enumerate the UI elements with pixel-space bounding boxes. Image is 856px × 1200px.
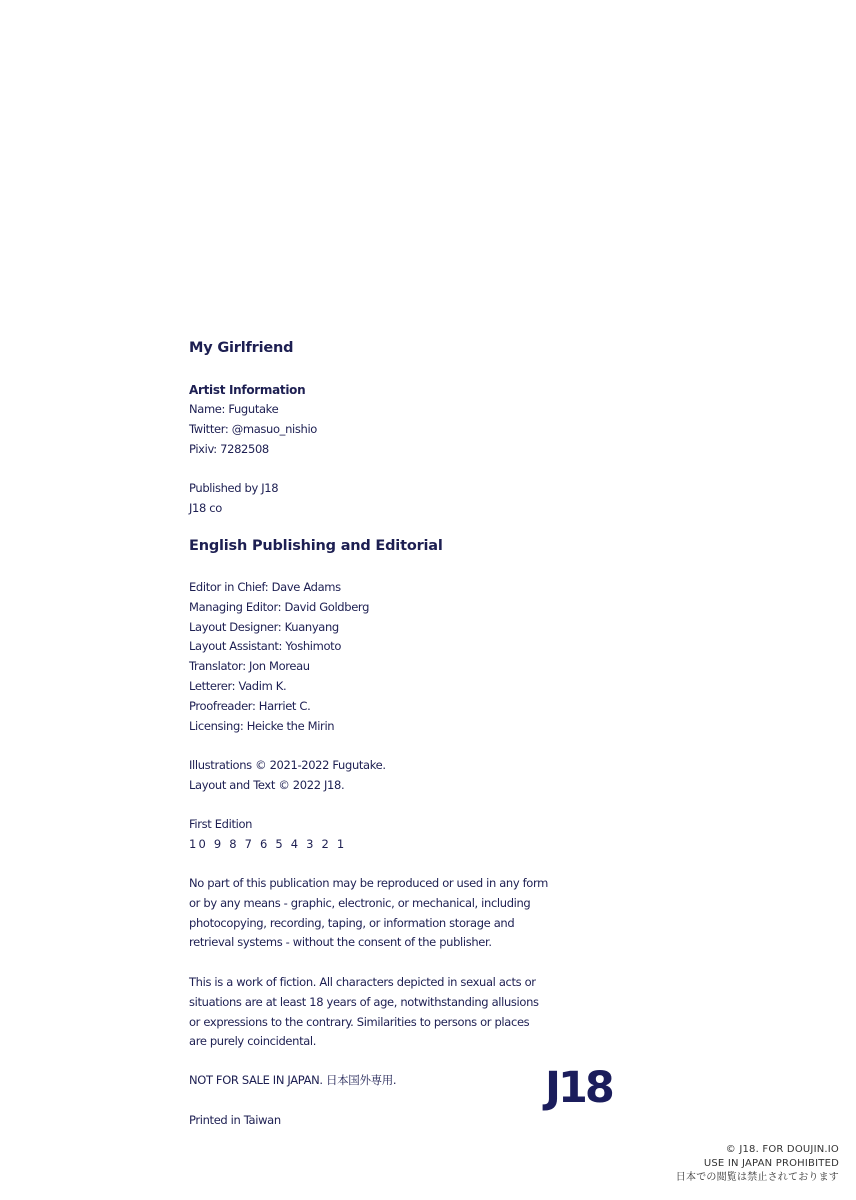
credit-line: Editor in Chief: Dave Adams [189, 580, 341, 594]
legal-line: retrieval systems - without the consent of the publisher. [189, 935, 492, 950]
copyright-section [189, 756, 569, 796]
watermark-line: 日本での閲覧は禁止されております [675, 1172, 839, 1183]
credit-line: Managing Editor: David Goldberg [189, 599, 370, 614]
editorial-heading-block [189, 536, 569, 556]
fiction-notice [189, 973, 569, 1052]
legal-line: photocopying, recording, taping, or information storage and [189, 915, 515, 930]
sale-notice [189, 1071, 569, 1091]
fiction-line: or expressions to the contrary. Similarities to persons or places [189, 1014, 530, 1029]
copyright-illustrations: Illustrations © 2021-2022 Fugutake. [189, 758, 386, 772]
printed-notice [189, 1111, 569, 1131]
credit-line: Licensing: Heicke the Mirin [189, 718, 335, 733]
not-for-sale-text: NOT FOR SALE IN JAPAN. 日本国外専用. [189, 1073, 397, 1087]
legal-notice [189, 874, 569, 953]
publisher-line: Published by J18 [189, 481, 279, 495]
artist-section [189, 380, 569, 459]
artist-pixiv: Pixiv: 7282508 [189, 441, 269, 456]
editorial-heading: English Publishing and Editorial [189, 538, 443, 554]
artist-name: Name: Fugutake [189, 402, 279, 416]
edition-section [189, 815, 569, 855]
credit-line: Translator: Jon Moreau [189, 659, 310, 674]
legal-line: No part of this publication may be reproduced or used in any form [189, 876, 549, 890]
editorial-credits [189, 578, 569, 736]
watermark-line: USE IN JAPAN PROHIBITED [703, 1158, 839, 1169]
printing-numbers: 10 9 8 7 6 5 4 3 2 1 [189, 836, 347, 851]
printed-in-text: Printed in Taiwan [189, 1113, 281, 1127]
publisher-company: J18 co [189, 500, 222, 515]
legal-line: or by any means - graphic, electronic, or mechanical, including [189, 895, 531, 910]
j18-logo: J18 [545, 1063, 612, 1113]
fiction-line: are purely coincidental. [189, 1034, 317, 1049]
copyright-layout: Layout and Text © 2022 J18. [189, 777, 345, 792]
book-title-text: My Girlfriend [189, 340, 294, 356]
artist-heading: Artist Information [189, 383, 306, 397]
artist-twitter: Twitter: @masuo_nishio [189, 421, 317, 436]
credit-line: Layout Designer: Kuanyang [189, 619, 339, 634]
watermark [676, 1143, 839, 1185]
edition-label: First Edition [189, 817, 253, 831]
credit-line: Letterer: Vadim K. [189, 678, 287, 693]
book-title [189, 338, 569, 358]
credit-line: Proofreader: Harriet C. [189, 698, 311, 713]
credit-line: Layout Assistant: Yoshimoto [189, 639, 342, 654]
fiction-line: situations are at least 18 years of age, notwithstanding allusions [189, 994, 539, 1009]
fiction-line: This is a work of fiction. All characters depicted in sexual acts or [189, 975, 536, 989]
watermark-line: © J18. FOR DOUJIN.IO [725, 1144, 839, 1155]
publisher-section [189, 479, 569, 519]
